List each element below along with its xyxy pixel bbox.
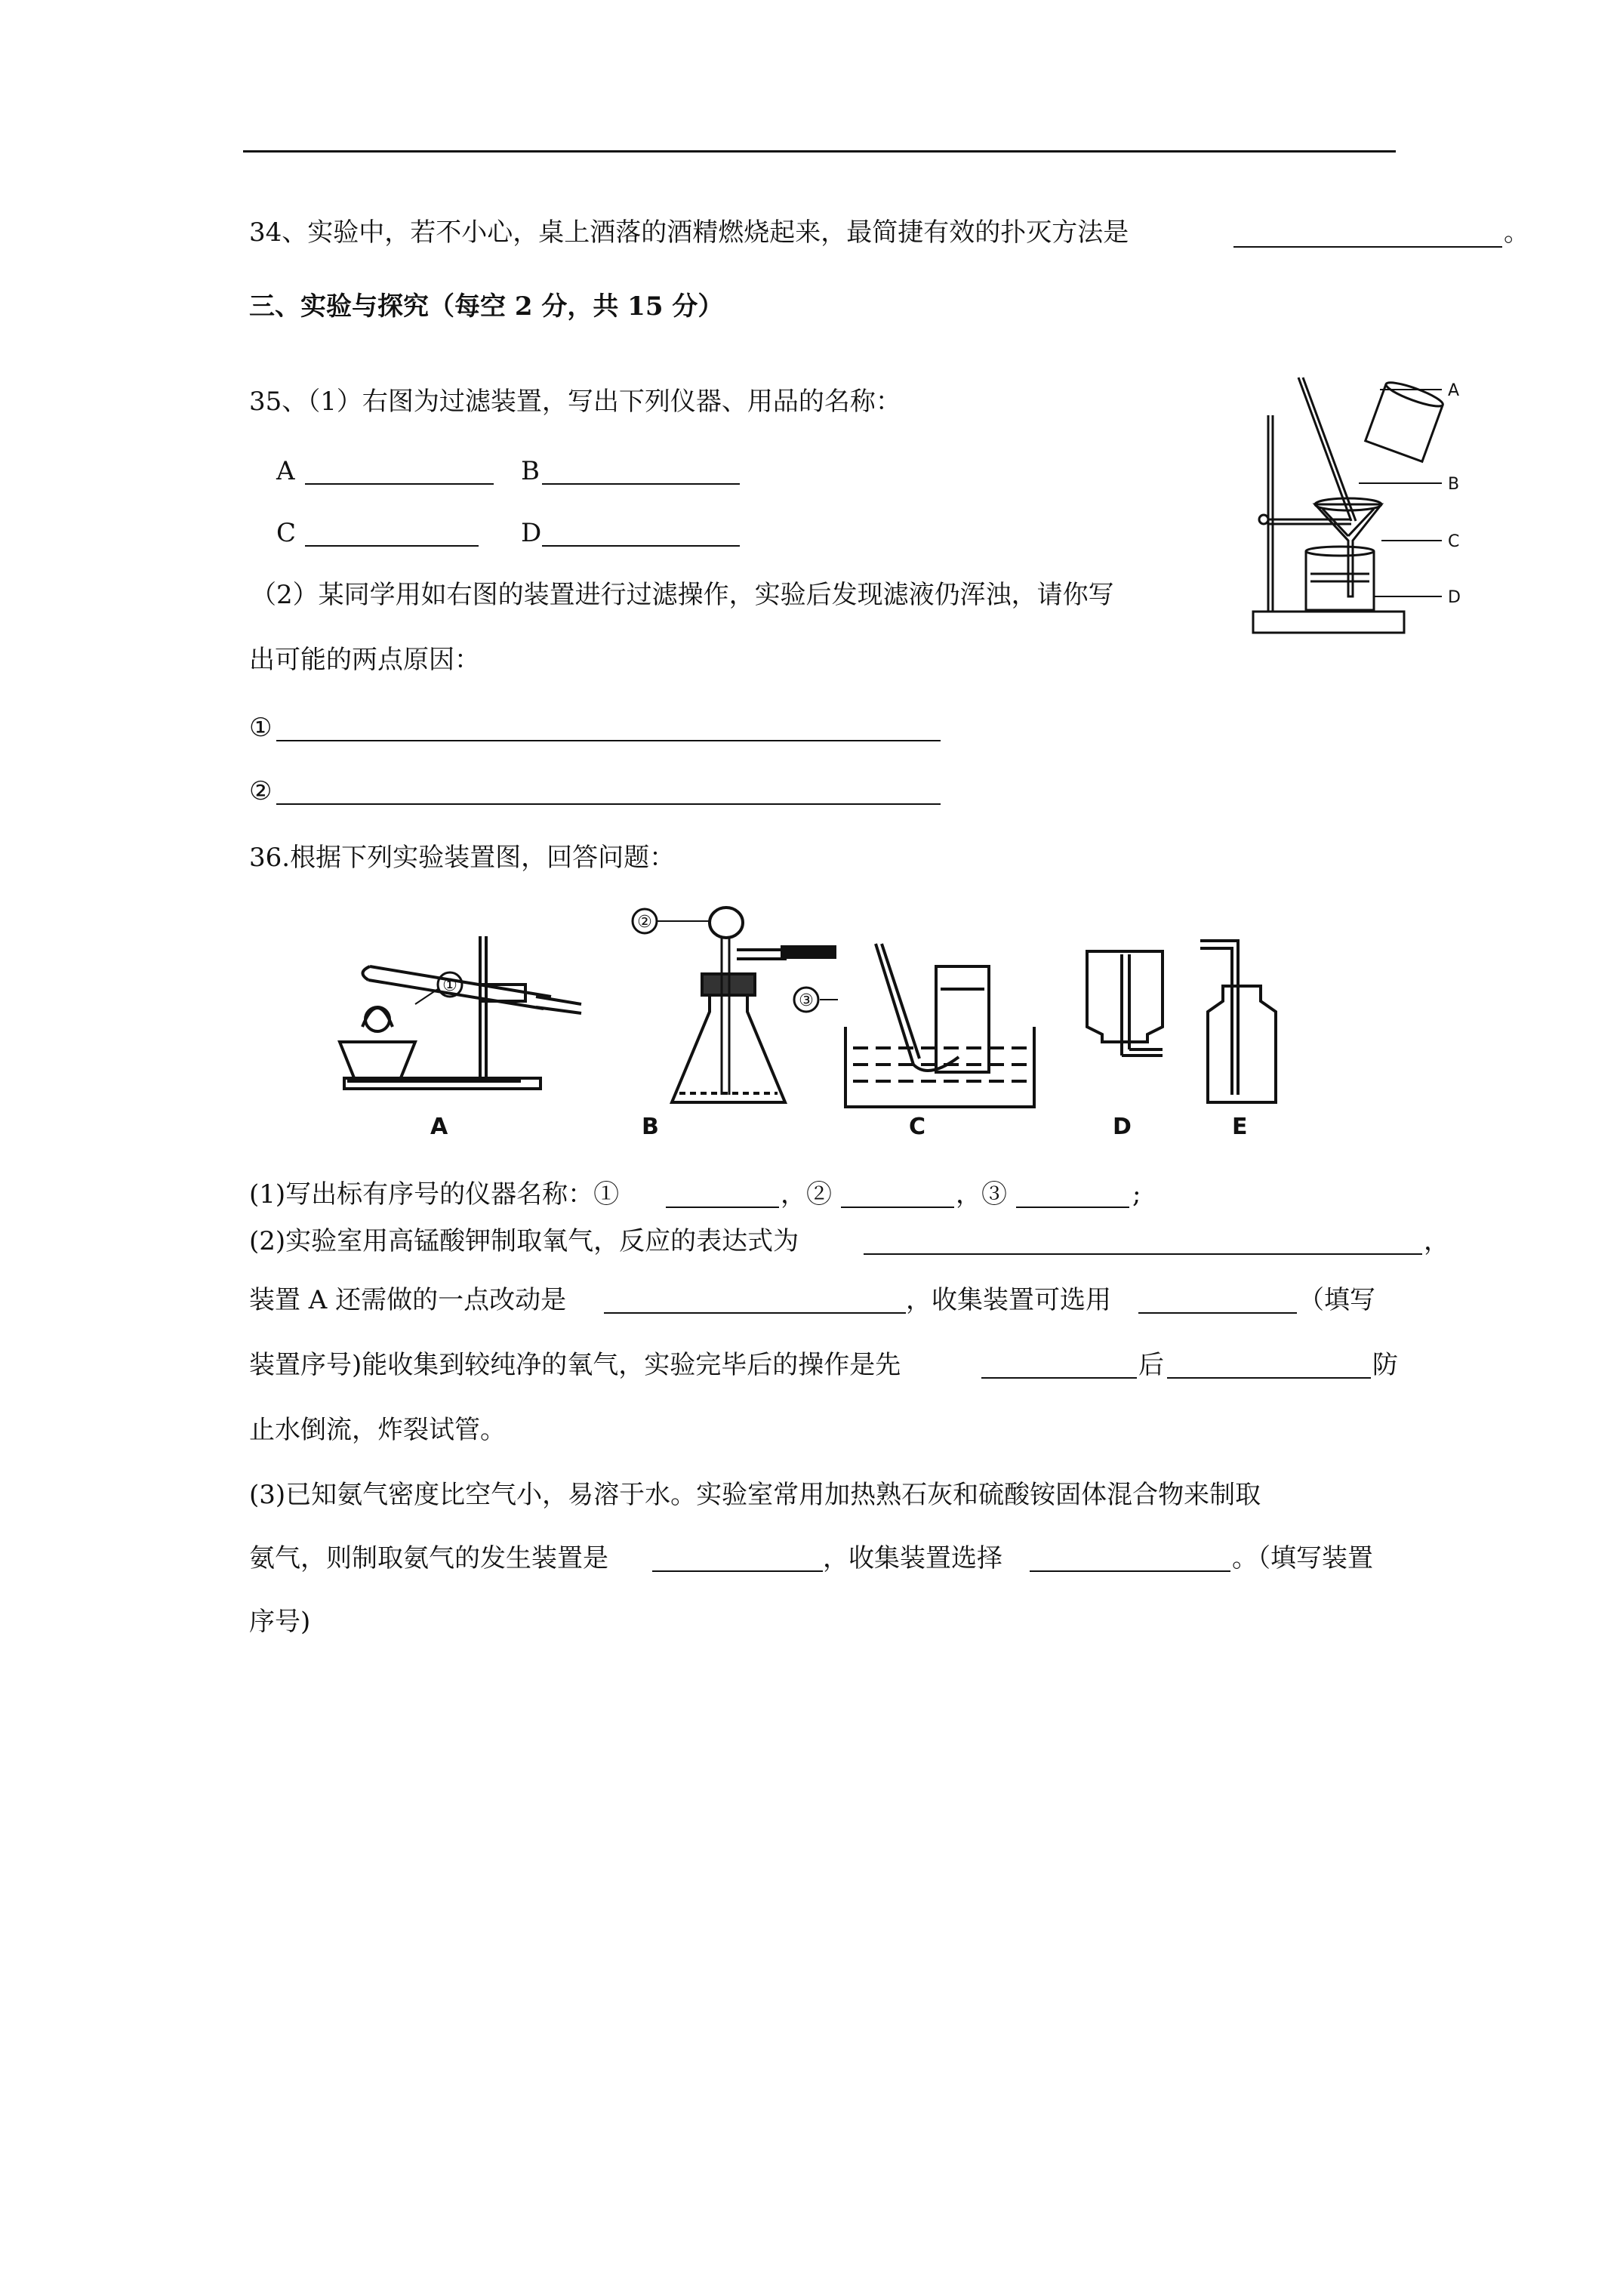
q35-part2-line1: （2）某同学用如右图的装置进行过滤操作，实验后发现滤液仍浑浊，请你写 bbox=[251, 580, 1114, 610]
q36-p2-blank-change[interactable] bbox=[604, 1312, 906, 1314]
q35-blank-b[interactable] bbox=[542, 483, 740, 485]
q36-p1-blank-1[interactable] bbox=[666, 1207, 779, 1208]
q36-p3-line3: 序号) bbox=[249, 1607, 311, 1637]
q36-p1-end: ; bbox=[1132, 1179, 1141, 1210]
filtration-label-d: D bbox=[1448, 588, 1461, 607]
filtration-label-b: B bbox=[1448, 475, 1460, 494]
marker-3: ③ bbox=[799, 991, 814, 1010]
q36-p3-line2-b: ，收集装置选择 bbox=[823, 1543, 1002, 1573]
marker-2: ② bbox=[637, 913, 652, 932]
apparatus-c bbox=[794, 944, 1034, 1107]
section-title: 三、实验与探究（每空 2 分，共 15 分） bbox=[249, 291, 724, 322]
q36-p2-line3-a: 装置序号)能收集到较纯净的氧气，实验完毕后的操作是先 bbox=[249, 1350, 901, 1380]
q35-reason2-blank[interactable] bbox=[276, 803, 941, 805]
apparatus-label-a: A bbox=[430, 1114, 448, 1140]
q36-p1-blank-2[interactable] bbox=[841, 1207, 954, 1208]
q36-p3-line2-c: 。（填写装置 bbox=[1232, 1543, 1373, 1573]
q36-p1-comma1: ，② bbox=[781, 1179, 832, 1210]
q36-p2-line2-b: ，收集装置可选用 bbox=[906, 1285, 1111, 1315]
top-rule bbox=[243, 150, 1396, 153]
q36-p2-line1-end: ， bbox=[1424, 1226, 1449, 1256]
q35-part2-line2: 出可能的两点原因： bbox=[249, 645, 480, 675]
q35-label-c: C bbox=[276, 518, 297, 548]
q34-answer-blank[interactable] bbox=[1233, 246, 1502, 248]
q34-text: 34、实验中，若不小心，桌上酒落的酒精燃烧起来，最简捷有效的扑灭方法是 bbox=[249, 217, 1129, 248]
apparatus-figure bbox=[302, 891, 1404, 1140]
q36-p2-blank-then[interactable] bbox=[1167, 1377, 1371, 1379]
apparatus-label-e: E bbox=[1232, 1114, 1248, 1140]
q36-p1-text: (1)写出标有序号的仪器名称：① bbox=[249, 1179, 620, 1210]
q36-p3-blank-collector[interactable] bbox=[1030, 1570, 1230, 1572]
marker-1: ① bbox=[442, 976, 457, 995]
q36-p2-blank-equation[interactable] bbox=[864, 1253, 1422, 1255]
q35-label-a: A bbox=[276, 456, 295, 486]
q36-intro: 36.根据下列实验装置图，回答问题： bbox=[249, 843, 676, 873]
q35-blank-c[interactable] bbox=[305, 545, 479, 547]
apparatus-label-b: B bbox=[642, 1114, 659, 1140]
q36-p1-comma2: ，③ bbox=[956, 1179, 1007, 1210]
q36-p3-line1: (3)已知氨气密度比空气小，易溶于水。实验室常用加热熟石灰和硫酸铵固体混合物来制取 bbox=[249, 1480, 1261, 1510]
q36-p1-blank-3[interactable] bbox=[1016, 1207, 1129, 1208]
filtration-figure bbox=[1238, 370, 1480, 657]
filtration-label-a: A bbox=[1448, 381, 1460, 400]
q35-reason1-blank[interactable] bbox=[276, 740, 941, 741]
q36-p2-line3-c: 防 bbox=[1372, 1350, 1398, 1380]
filtration-label-c: C bbox=[1448, 532, 1460, 551]
q36-p2-line2-c: （填写 bbox=[1298, 1285, 1375, 1315]
apparatus-a bbox=[340, 936, 581, 1089]
q36-p2-line3-b: 后 bbox=[1138, 1350, 1164, 1380]
apparatus-e bbox=[1200, 941, 1276, 1102]
q35-label-b: B bbox=[521, 456, 540, 486]
apparatus-label-d: D bbox=[1113, 1114, 1132, 1140]
q35-reason2-marker: ② bbox=[249, 776, 273, 806]
q36-p2-blank-collect[interactable] bbox=[1138, 1312, 1297, 1314]
apparatus-label-c: C bbox=[909, 1114, 926, 1140]
q36-p2-line1: (2)实验室用高锰酸钾制取氧气，反应的表达式为 bbox=[249, 1226, 799, 1256]
q36-p2-blank-first[interactable] bbox=[981, 1377, 1137, 1379]
q35-blank-d[interactable] bbox=[542, 545, 740, 547]
q36-p2-line4: 止水倒流，炸裂试管。 bbox=[249, 1415, 506, 1445]
q35-label-d: D bbox=[521, 518, 542, 548]
q35-reason1-marker: ① bbox=[249, 713, 273, 743]
q34-end: 。 bbox=[1504, 217, 1529, 248]
q36-p3-line2-a: 氨气，则制取氨气的发生装置是 bbox=[249, 1543, 608, 1573]
apparatus-d bbox=[1087, 951, 1163, 1056]
q36-p2-line2-a: 装置 A 还需做的一点改动是 bbox=[249, 1285, 567, 1315]
q35-blank-a[interactable] bbox=[305, 483, 494, 485]
q36-p3-blank-generator[interactable] bbox=[652, 1570, 823, 1572]
q35-part1: 35、（1）右图为过滤装置，写出下列仪器、用品的名称： bbox=[249, 387, 901, 417]
